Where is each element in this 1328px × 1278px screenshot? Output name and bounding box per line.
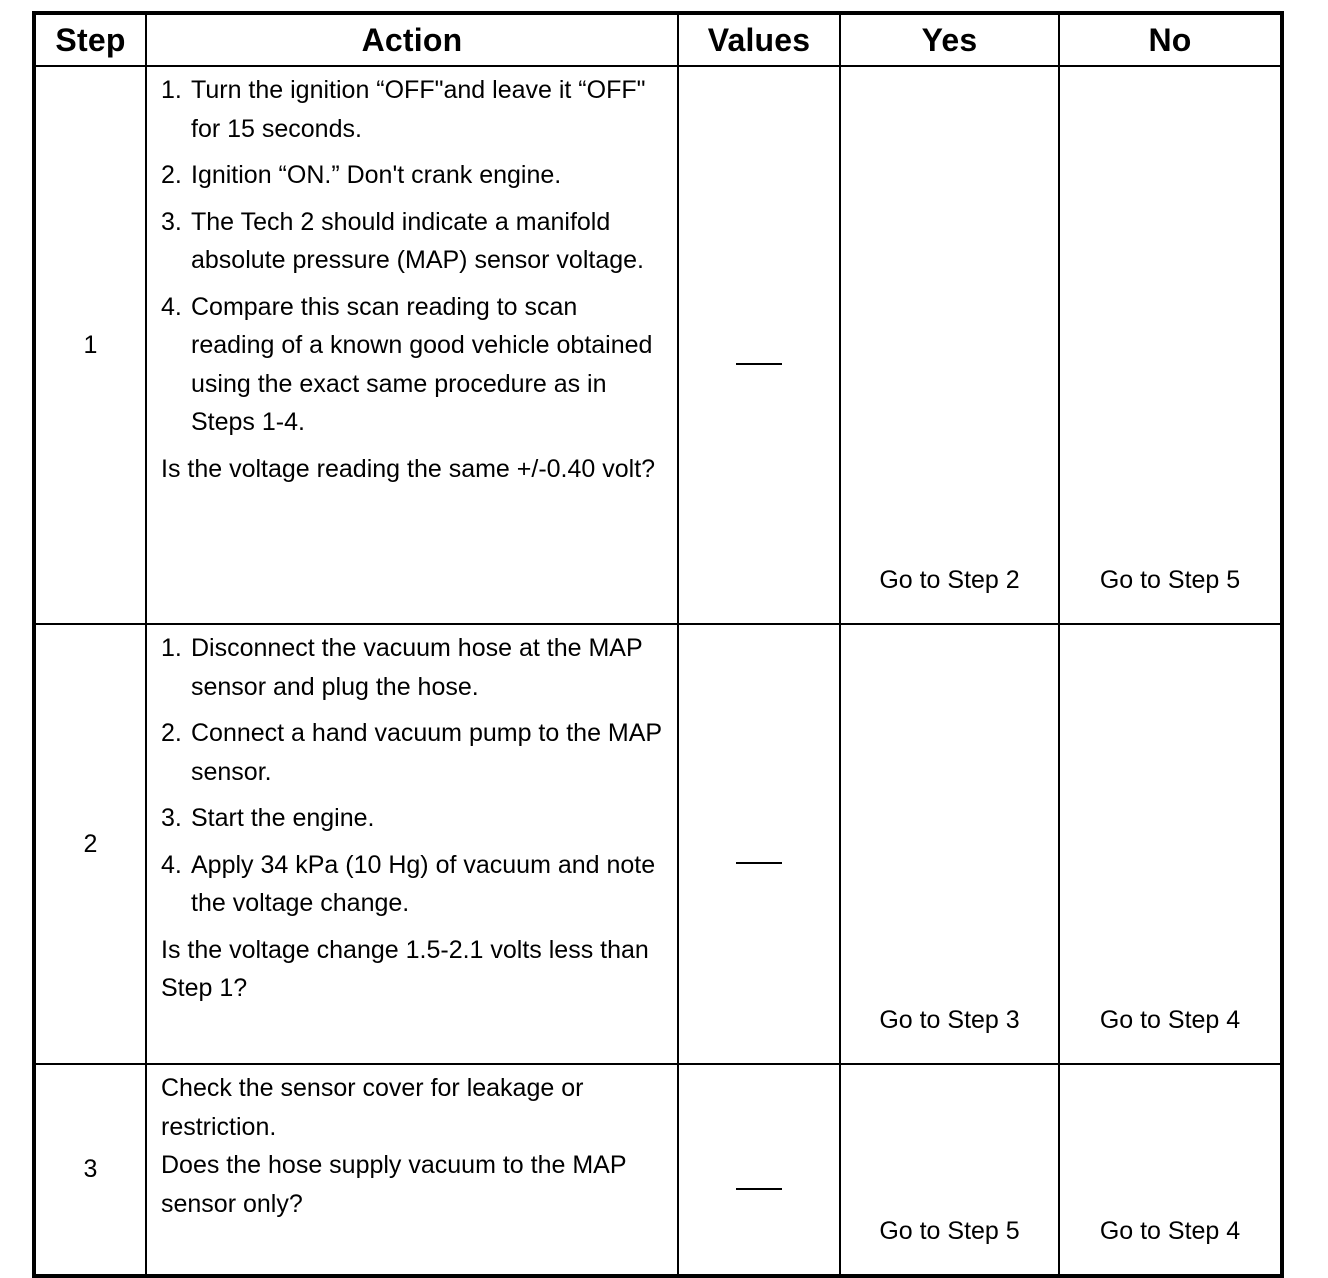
list-text: Connect a hand vacuum pump to the MAP sensor. [191,719,662,786]
list-text: Apply 34 kPa (10 Hg) of vacuum and note the voltage change. [191,850,656,917]
list-text: Start the engine. [191,804,375,832]
values-cell [678,624,840,1064]
action-cell [146,66,678,624]
list-number: 4. [161,292,182,321]
list-text: Disconnect the vacuum hose at the MAP sensor and plug the hose. [191,634,643,701]
action-cell [146,1064,678,1276]
list-item [161,71,667,148]
yes-outcome: Go to Step 5 [840,1064,1059,1276]
header-values: Values [678,13,840,66]
empty-value-dash [736,1188,782,1190]
empty-value-dash [736,363,782,365]
list-text: Ignition “ON.” Don't crank engine. [191,161,562,189]
values-cell [678,1064,840,1276]
no-outcome: Go to Step 5 [1059,66,1282,624]
yes-outcome: Go to Step 2 [840,66,1059,624]
no-outcome: Go to Step 4 [1059,1064,1282,1276]
step-number: 1 [34,66,146,624]
diagnostic-table [32,11,1284,1278]
list-item [161,203,667,280]
table-row [34,66,1282,624]
list-item [161,288,667,442]
list-item [161,799,667,838]
step-number: 2 [34,624,146,1064]
step-number: 3 [34,1064,146,1276]
list-number: 2. [161,719,182,747]
list-item [161,846,667,923]
instruction-text: Check the sensor cover for leakage or restriction. [161,1074,584,1141]
list-item [161,629,667,706]
question-text: Is the voltage reading the same +/-0.40 volt? [161,454,656,483]
question-text: Does the hose supply vacuum to the MAP sensor only? [161,1151,627,1218]
header-step: Step [34,13,146,66]
table-row [34,624,1282,1064]
list-number: 4. [161,850,182,879]
list-number: 3. [161,207,182,236]
list-number: 3. [161,804,182,832]
header-action: Action [146,13,678,66]
list-text: Turn the ignition “OFF"and leave it “OFF" for 15 seconds. [191,76,646,143]
values-cell [678,66,840,624]
yes-outcome: Go to Step 3 [840,624,1059,1064]
list-number: 1. [161,634,182,662]
header-yes: Yes [840,13,1059,66]
list-item [161,714,667,791]
question-text: Is the voltage change 1.5-2.1 volts less than Step 1? [161,935,649,1002]
list-number: 2. [161,161,182,189]
list-text: Compare this scan reading to scan reading of a known good vehicle obtained using the exact same procedure as in Steps 1-4. [191,292,653,436]
header-row [34,13,1282,66]
empty-value-dash [736,862,782,864]
no-outcome: Go to Step 4 [1059,624,1282,1064]
action-cell [146,624,678,1064]
table-row [34,1064,1282,1276]
list-text: The Tech 2 should indicate a manifold absolute pressure (MAP) sensor voltage. [191,207,644,274]
list-number: 1. [161,76,182,104]
list-item [161,156,667,195]
header-no: No [1059,13,1282,66]
